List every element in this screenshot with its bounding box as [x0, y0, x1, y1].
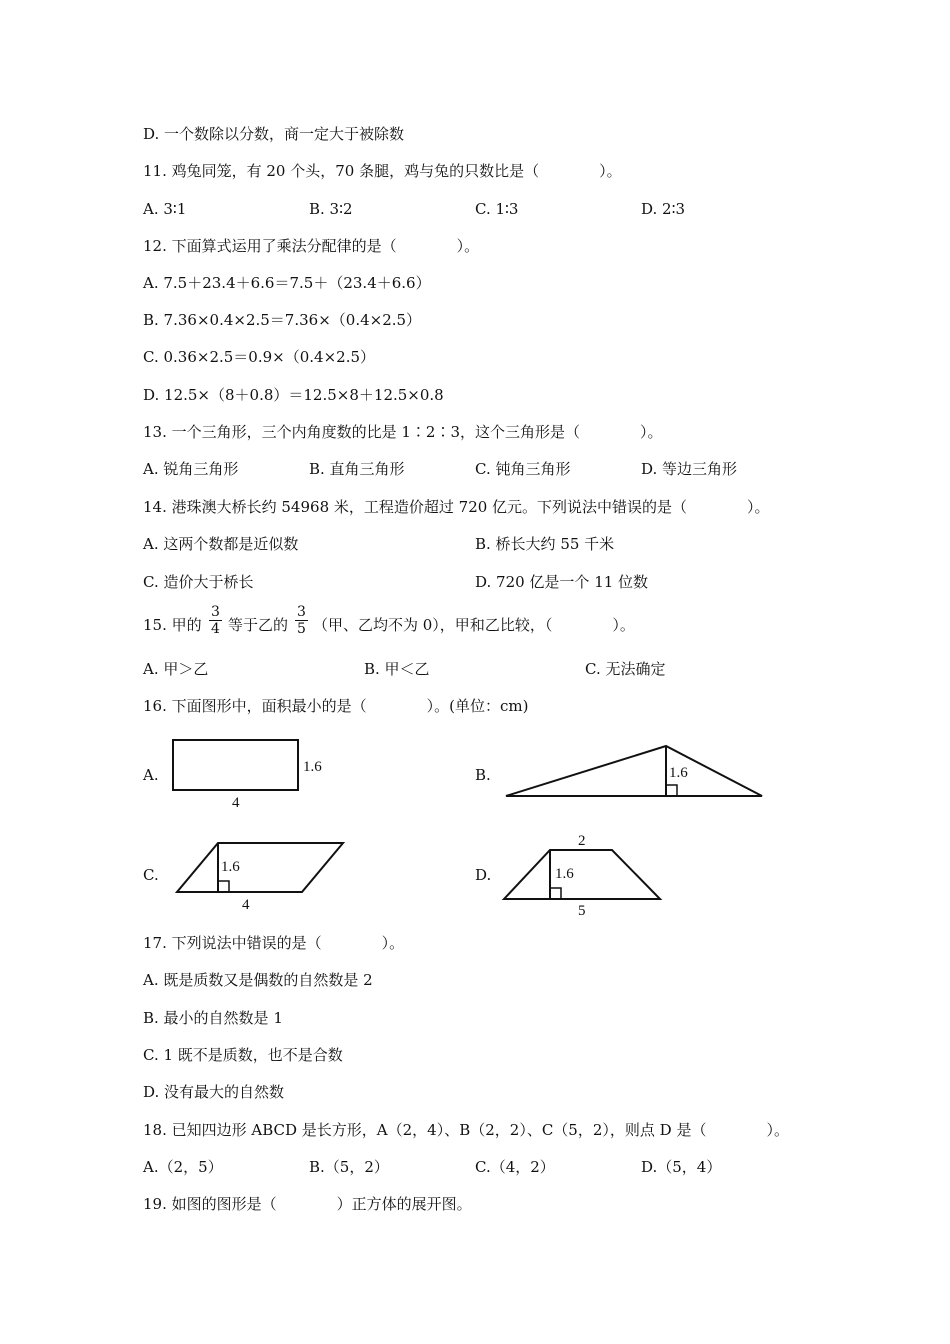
q15-frac1-denominator: 4	[211, 621, 220, 637]
q18-option-d: D.（5，4）	[641, 1158, 722, 1176]
q15-frac1-numerator: 3	[211, 604, 220, 620]
q15-option-a: A. 甲＞乙	[143, 660, 209, 678]
q13-stem: 13. 一个三角形，三个内角度数的比是 1∶2∶3，这个三角形是（ ）。	[143, 423, 663, 441]
q17-option-a: A. 既是质数又是偶数的自然数是 2	[143, 971, 373, 989]
fig-d-top-label: 2	[578, 833, 586, 849]
q18-option-a: A.（2，5）	[143, 1158, 223, 1176]
q12-option-c: C. 0.36×2.5＝0.9×（0.4×2.5）	[143, 348, 376, 366]
q15-stem-part2: 等于乙的	[228, 616, 289, 634]
q15-option-b: B. 甲＜乙	[364, 660, 430, 678]
q15-stem-part1: 15. 甲的	[143, 616, 202, 634]
q18-stem: 18. 已知四边形 ABCD 是长方形，A（2，4）、B（2，2）、C（5，2），则点 D 是（ ）。	[143, 1121, 789, 1139]
q11-option-c: C. 1∶3	[475, 200, 519, 218]
fig-c-height-label: 1.6	[221, 859, 240, 875]
q17-stem: 17. 下列说法中错误的是（ ）。	[143, 934, 405, 952]
q17-option-d: D. 没有最大的自然数	[143, 1083, 285, 1101]
q12-stem: 12. 下面算式运用了乘法分配律的是（ ）。	[143, 237, 480, 255]
q19-stem: 19. 如图的图形是（ ）正方体的展开图。	[143, 1195, 472, 1213]
fig-b-height-label: 1.6	[669, 765, 688, 781]
q16-label-a: A.	[143, 766, 159, 784]
fig-a-rectangle	[173, 740, 298, 790]
q14-option-d: D. 720 亿是一个 11 位数	[475, 573, 649, 591]
q13-option-b: B. 直角三角形	[309, 460, 405, 478]
q15-frac2-numerator: 3	[297, 604, 306, 620]
q12-option-b: B. 7.36×0.4×2.5＝7.36×（0.4×2.5）	[143, 311, 422, 329]
q12-option-a: A. 7.5＋23.4＋6.6＝7.5＋（23.4＋6.6）	[143, 274, 431, 292]
q16-label-b: B.	[475, 766, 491, 784]
q15-frac2-denominator: 5	[297, 621, 306, 637]
fig-d-height-label: 1.6	[555, 866, 574, 882]
q15-option-c: C. 无法确定	[585, 660, 666, 678]
q14-option-c: C. 造价大于桥长	[143, 573, 254, 591]
q17-option-b: B. 最小的自然数是 1	[143, 1009, 283, 1027]
fig-c-parallelogram	[177, 843, 343, 892]
q13-option-c: C. 钝角三角形	[475, 460, 571, 478]
q16-stem: 16. 下面图形中，面积最小的是（ ）。(单位：cm)	[143, 697, 529, 715]
fig-a-base-label: 4	[232, 795, 240, 811]
q16-label-d: D.	[475, 866, 492, 884]
fig-b-triangle	[506, 746, 762, 796]
q10-option-d: D. 一个数除以分数，商一定大于被除数	[143, 125, 405, 143]
q17-option-c: C. 1 既不是质数，也不是合数	[143, 1046, 343, 1064]
q16-label-c: C.	[143, 866, 159, 884]
fig-c-base-label: 4	[242, 897, 250, 913]
q13-option-d: D. 等边三角形	[641, 460, 738, 478]
q18-option-c: C.（4，2）	[475, 1158, 555, 1176]
q14-option-b: B. 桥长大约 55 千米	[475, 535, 615, 553]
q11-option-a: A. 3∶1	[143, 200, 187, 218]
q18-option-b: B.（5，2）	[309, 1158, 389, 1176]
fig-b-right-angle-mark	[666, 785, 677, 796]
q11-option-d: D. 2∶3	[641, 200, 686, 218]
fig-d-bottom-label: 5	[578, 903, 586, 919]
q12-option-d: D. 12.5×（8＋0.8）＝12.5×8＋12.5×0.8	[143, 386, 444, 404]
q14-option-a: A. 这两个数都是近似数	[143, 535, 299, 553]
fig-c-right-angle-mark	[218, 881, 229, 892]
q15-stem-part3: （甲、乙均不为 0），甲和乙比较，（ ）。	[313, 616, 635, 634]
fig-a-height-label: 1.6	[303, 759, 322, 775]
fig-d-trapezoid	[504, 850, 660, 899]
q14-stem: 14. 港珠澳大桥长约 54968 米，工程造价超过 720 亿元。下列说法中错误的是（ ）。	[143, 498, 770, 516]
fig-d-right-angle-mark	[550, 888, 561, 899]
q11-option-b: B. 3∶2	[309, 200, 353, 218]
q13-option-a: A. 锐角三角形	[143, 460, 239, 478]
q11-stem: 11. 鸡兔同笼，有 20 个头，70 条腿，鸡与兔的只数比是（ ）。	[143, 162, 622, 180]
